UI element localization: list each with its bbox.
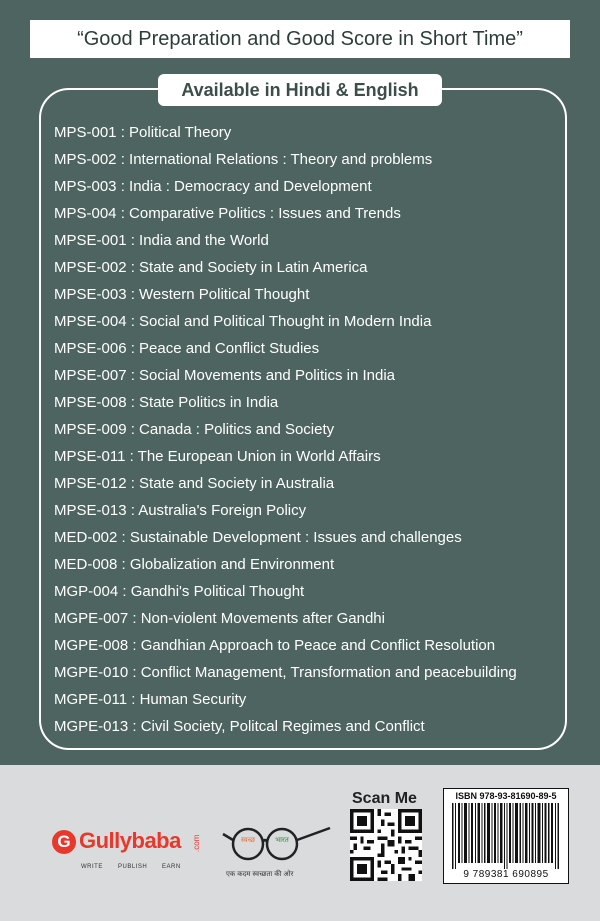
logo-domain: .com xyxy=(192,834,201,852)
slogan-banner: “Good Preparation and Good Score in Short Time” xyxy=(30,20,570,58)
isbn-number: 9 789381 690895 xyxy=(463,869,549,880)
course-item: MPS-002 : International Relations : Theory and problems xyxy=(54,151,433,168)
course-item: MPSE-008 : State Politics in India xyxy=(54,394,279,411)
swachh-word: स्वच्छ xyxy=(240,836,256,844)
scan-me-label: Scan Me xyxy=(352,790,417,807)
course-item: MPSE-006 : Peace and Conflict Studies xyxy=(54,340,320,357)
logo-tag-earn: EARN xyxy=(162,864,181,870)
logo-tag-write: WRITE xyxy=(81,864,103,870)
logo-tag-publish: PUBLISH xyxy=(118,864,148,870)
qr-code-icon xyxy=(350,809,422,881)
course-item: MGPE-007 : Non-violent Movements after Gandhi xyxy=(54,610,385,627)
course-item: MPS-001 : Political Theory xyxy=(54,124,232,141)
course-item: MPSE-007 : Social Movements and Politics in India xyxy=(54,367,395,384)
course-item: MPSE-001 : India and the World xyxy=(54,232,269,249)
swachh-bharat-logo xyxy=(218,822,338,882)
availability-label: Available in Hindi & English xyxy=(158,74,442,106)
course-item: MPSE-009 : Canada : Politics and Society xyxy=(54,421,335,438)
course-item: MED-008 : Globalization and Environment xyxy=(54,556,335,573)
logo-badge-icon: G xyxy=(52,830,76,854)
course-item: MPSE-004 : Social and Political Thought in Modern India xyxy=(54,313,432,330)
course-item: MPS-004 : Comparative Politics : Issues and Trends xyxy=(54,205,401,222)
isbn-label: ISBN 978-93-81690-89-5 xyxy=(455,791,557,801)
course-item: MPSE-011 : The European Union in World Affairs xyxy=(54,448,381,465)
course-item: MGP-004 : Gandhi's Political Thought xyxy=(54,583,305,600)
glasses-icon xyxy=(218,822,338,870)
course-item: MPS-003 : India : Democracy and Development xyxy=(54,178,372,195)
logo-name: Gullybaba xyxy=(79,828,181,853)
isbn-barcode xyxy=(443,788,569,884)
course-list xyxy=(54,119,517,740)
course-item: MPSE-003 : Western Political Thought xyxy=(54,286,310,303)
course-item: MPSE-012 : State and Society in Australia xyxy=(54,475,335,492)
swachh-caption: एक कदम स्वच्छता की ओर xyxy=(226,871,294,878)
barcode-icon xyxy=(450,803,562,869)
course-item: MGPE-011 : Human Security xyxy=(54,691,247,708)
course-item: MED-002 : Sustainable Development : Issues and challenges xyxy=(54,529,462,546)
course-item: MGPE-013 : Civil Society, Politcal Regimes and Conflict xyxy=(54,718,425,735)
bharat-word: भारत xyxy=(275,836,289,844)
course-item: MPSE-013 : Australia's Foreign Policy xyxy=(54,502,307,519)
qr-code[interactable] xyxy=(350,809,422,881)
course-item: MPSE-002 : State and Society in Latin America xyxy=(54,259,368,276)
course-item: MGPE-010 : Conflict Management, Transformation and peacebuilding xyxy=(54,664,517,681)
course-item: MGPE-008 : Gandhian Approach to Peace and Conflict Resolution xyxy=(54,637,496,654)
